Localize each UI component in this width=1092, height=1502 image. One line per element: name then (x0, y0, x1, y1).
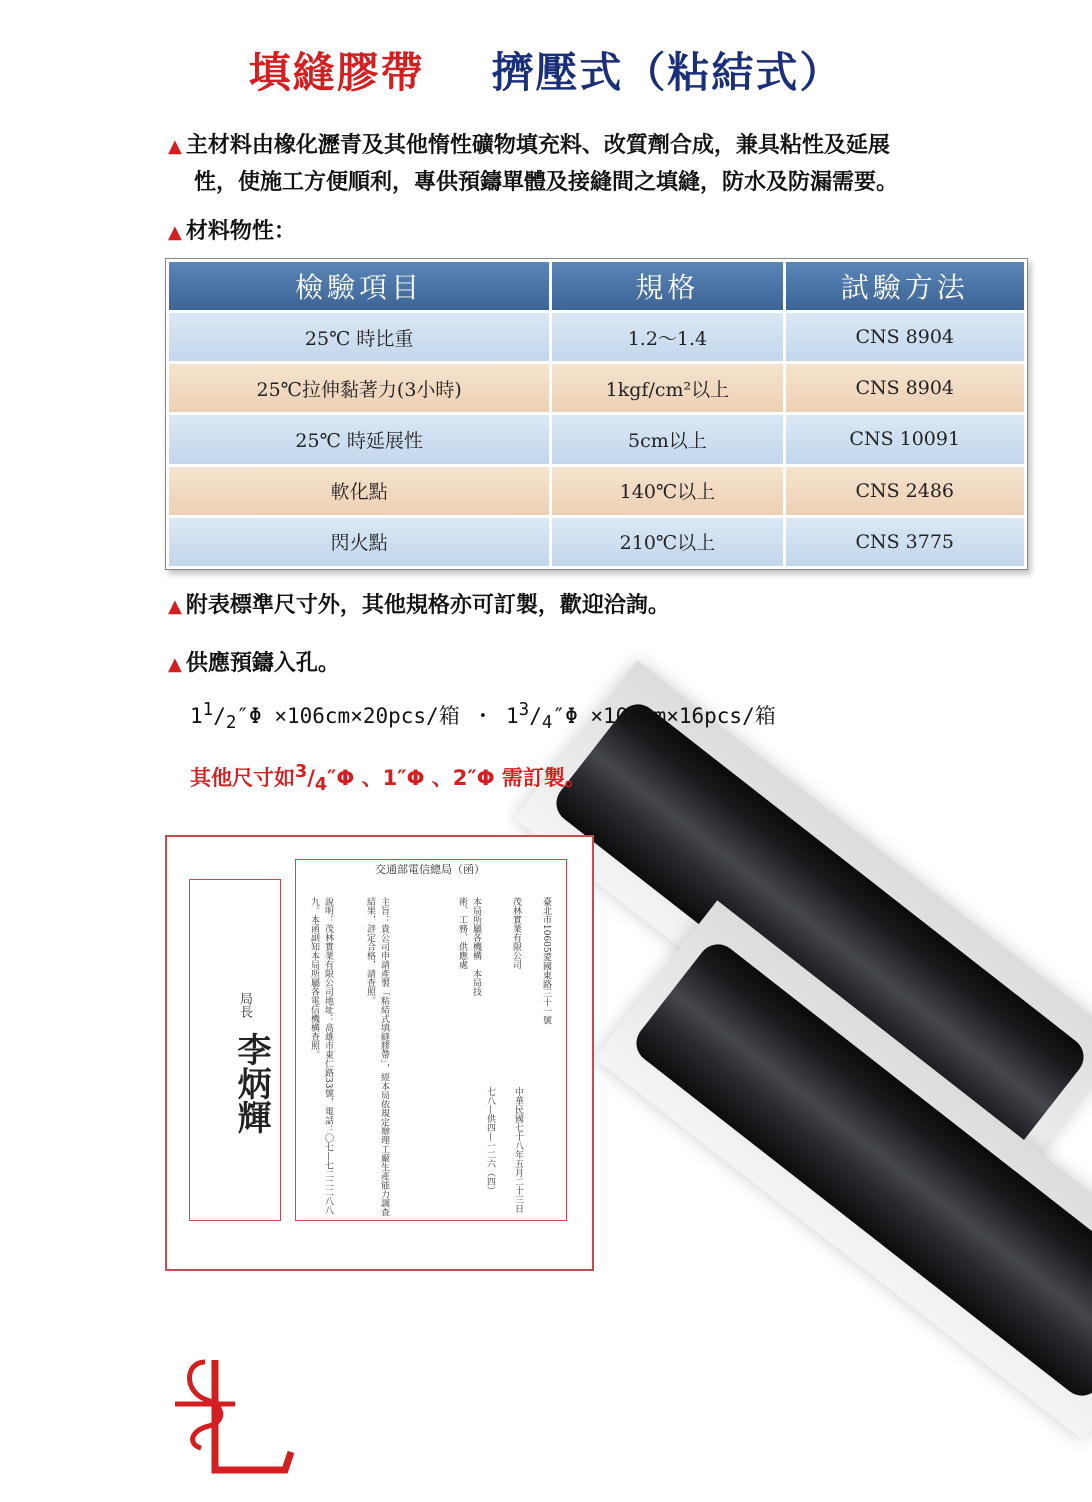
table-row (169, 313, 1024, 361)
other-sizes-note: 其他尺寸如$^3/_4''\Phi$ 、1″Φ 、2″Φ 需訂製。 (190, 762, 586, 796)
page-title (0, 40, 1092, 100)
cell-spec: 210℃以上 (552, 518, 782, 566)
director-label: 局長 (237, 992, 252, 1018)
intro-line-1: 主材料由橡化瀝青及其他惰性礦物填充料、改質劑合成，兼具粘性及延展 (185, 133, 890, 158)
director-signature: 李炳輝 (231, 1032, 271, 1134)
table-row (169, 518, 1024, 566)
title-product: 填縫膠帶 (248, 48, 425, 97)
letter-explanation: 說明：茂林實業有限公司地址：高雄市東仁路33號，電話：〇七—七二二二八八九。本函副知本局所屬各電信機構查照。 (309, 897, 333, 1215)
table-row (169, 467, 1024, 515)
triangle-bullet-icon: ▲ (168, 222, 182, 243)
table-row (169, 364, 1024, 412)
header-item: 檢驗項目 (169, 262, 549, 310)
cell-item: 25℃拉伸黏著力(3小時) (169, 364, 549, 412)
standard-sizes: $1^1/_2''\Phi \times 106cm\times 20pcs/$箱 ・ $1^3/_4''\Phi \times 106cm\times 16pcs/$箱 (190, 700, 776, 734)
cell-item: 25℃ 時延展性 (169, 415, 549, 463)
properties-table (165, 258, 1028, 570)
letter-body-frame (295, 859, 567, 1221)
triangle-bullet-icon: ▲ (168, 654, 182, 675)
properties-heading: ▲ 材料物性： (168, 219, 296, 244)
cell-item: 25℃ 時比重 (169, 313, 549, 361)
cell-method: CNS 10091 (786, 415, 1025, 463)
triangle-bullet-icon: ▲ (168, 136, 182, 157)
cell-item: 軟化點 (169, 467, 549, 515)
cell-method: CNS 8904 (786, 313, 1025, 361)
letter-date: 中華民國七十八年五月二十三日 (513, 1087, 523, 1213)
letter-address: 臺北市10605愛國東路三十一號 (541, 897, 551, 1025)
cell-spec: 1kgf/cm²以上 (552, 364, 782, 412)
intro-line-2: 性，使施工方便順利，專供預鑄單體及接縫間之填縫，防水及防漏需要。 (194, 170, 899, 195)
supply-note: ▲ 供應預鑄入孔。 (168, 651, 340, 676)
header-method: 試驗方法 (786, 262, 1025, 310)
company-logo-icon (165, 1352, 295, 1482)
cell-method: CNS 3775 (786, 518, 1025, 566)
letter-copies: 本局所屬各機構 本局技術、工務、供應處 (457, 897, 481, 996)
cell-spec: 1.2～1.4 (552, 313, 782, 361)
cell-spec: 140℃以上 (552, 467, 782, 515)
table-row (169, 415, 1024, 463)
letter-ref-no: 七八—供四—一二六（四） (485, 1087, 495, 1195)
cell-item: 閃火點 (169, 518, 549, 566)
letter-header: 交通部電信總局（函） (375, 863, 485, 876)
letter-subject: 主旨：貴公司申請產製「粘結式填縫膠帶」，經本局依規定辦理工廠生產能力調查結果，評定合格，請查照。 (365, 897, 389, 1217)
cell-spec: 5cm以上 (552, 415, 782, 463)
intro-paragraph (168, 128, 1028, 201)
approval-certificate (165, 835, 594, 1271)
cell-method: CNS 2486 (786, 467, 1025, 515)
title-type: 擠壓式（粘結式） (491, 48, 844, 97)
cell-method: CNS 8904 (786, 364, 1025, 412)
triangle-bullet-icon: ▲ (168, 596, 182, 617)
letter-recipient: 茂林實業有限公司 (511, 897, 521, 969)
header-spec: 規格 (552, 262, 782, 310)
custom-order-note: ▲ 附表標準尺寸外，其他規格亦可訂製，歡迎洽詢。 (168, 593, 670, 618)
table-header-row (169, 262, 1024, 310)
